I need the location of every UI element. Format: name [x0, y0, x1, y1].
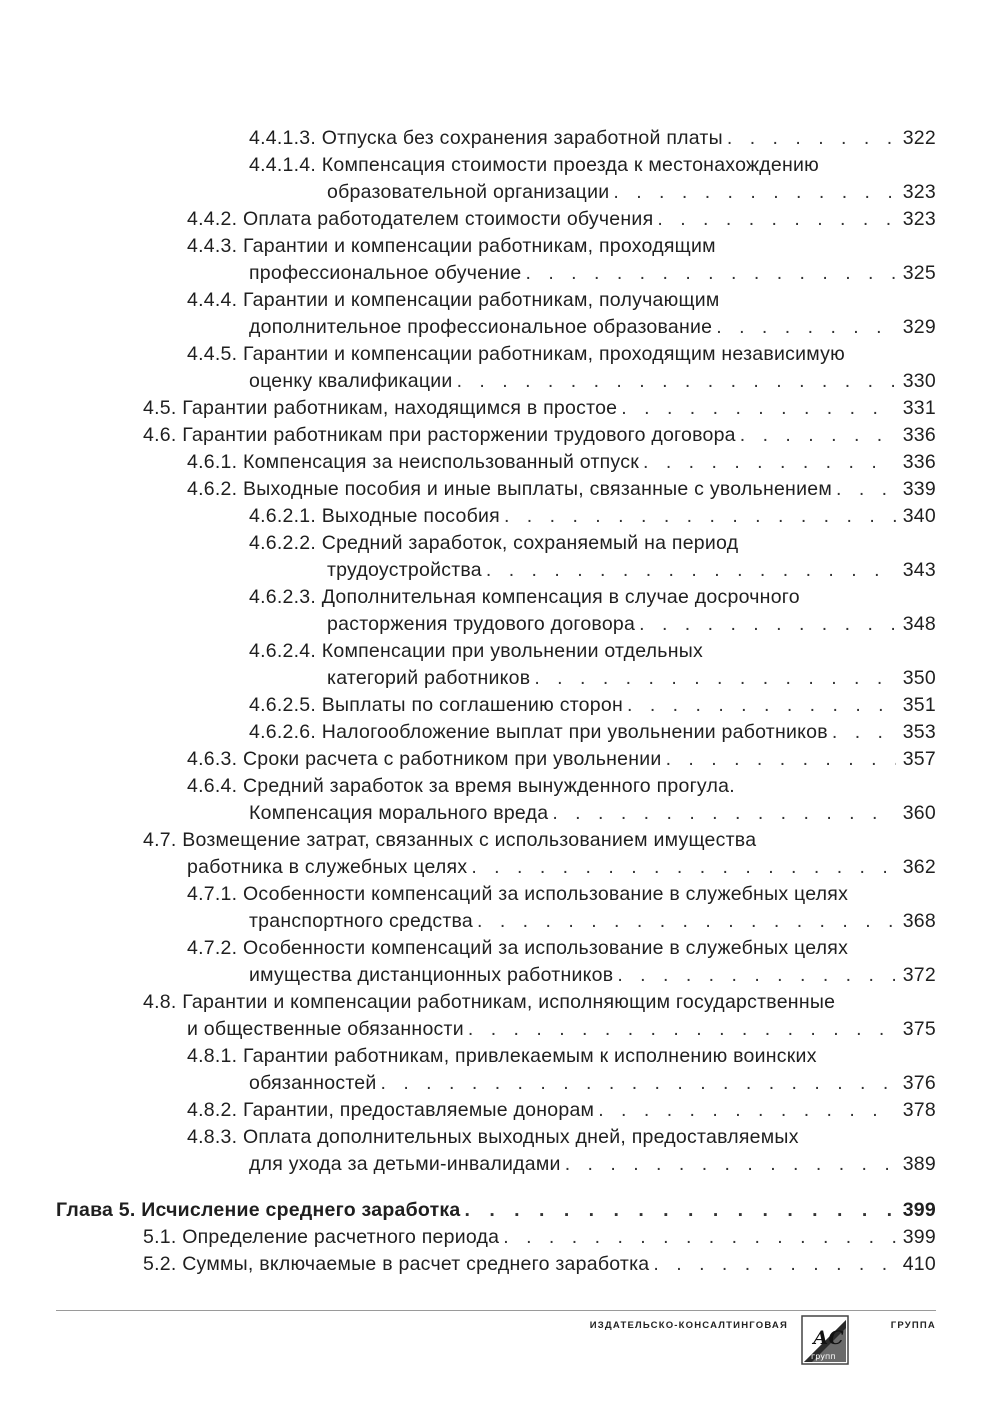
- toc-entry: [0, 476, 1000, 503]
- toc-number: 5.2.: [143, 1253, 177, 1275]
- toc-line: [327, 179, 936, 206]
- toc-line: [327, 557, 936, 584]
- toc-line: [187, 476, 936, 503]
- toc-line: [187, 1016, 936, 1043]
- toc-line: [187, 341, 845, 368]
- toc-text: [187, 449, 639, 476]
- toc-title: Компенсация за неиспользованный отпуск: [242, 451, 639, 473]
- toc-entry: [0, 1124, 1000, 1178]
- toc-text: [187, 775, 735, 797]
- publisher-name-left: ИЗДАТЕЛЬСКО-КОНСАЛТИНГОВАЯ: [589, 1320, 788, 1331]
- toc-text: [187, 746, 662, 773]
- logo-letters: АС: [813, 1327, 844, 1349]
- toc-number: 4.6.2.1.: [249, 505, 317, 527]
- toc-entry: [0, 827, 1000, 881]
- toc-leader-dots: [598, 1097, 896, 1124]
- toc-text: [249, 503, 500, 530]
- toc-entry: [0, 746, 1000, 773]
- toc-title: Средний заработок за время вынужденного прогула.: [242, 775, 735, 797]
- toc-number: 4.6.2.: [187, 478, 238, 500]
- toc-title: Гарантии, предоставляемые донорам: [242, 1099, 595, 1121]
- toc-title: Компенсация стоимости проезда к местонахождению: [321, 154, 819, 176]
- toc-line: [249, 800, 936, 827]
- toc-page-number: 323: [902, 181, 936, 203]
- toc-leader-dots: [457, 368, 896, 395]
- toc-title: Гарантии и компенсации работникам, проходящим независимую: [242, 343, 846, 365]
- toc-page-number: 350: [902, 667, 936, 689]
- toc-leader-dots: [832, 719, 896, 746]
- toc-line: [56, 1197, 936, 1224]
- publisher-logo-icon: [800, 1314, 850, 1366]
- toc-line: [143, 1251, 936, 1278]
- toc-text: [249, 719, 828, 746]
- toc-title: Гарантии работникам, находящимся в простое: [182, 397, 618, 419]
- toc-title: Сроки расчета с работником при увольнении: [242, 748, 662, 770]
- toc-number: 4.4.1.4.: [249, 154, 317, 176]
- toc-text: [143, 422, 736, 449]
- toc-text: [249, 908, 473, 935]
- toc-title: Суммы, включаемые в расчет среднего заработка: [182, 1253, 650, 1275]
- toc-page-number: 368: [902, 910, 936, 932]
- toc-title: Выходные пособия и иные выплаты, связанные с увольнением: [242, 478, 832, 500]
- toc-number: 4.4.3.: [187, 235, 238, 257]
- toc-page-number: 372: [902, 964, 936, 986]
- toc-line: [249, 314, 936, 341]
- logo-sub: групп: [811, 1352, 836, 1361]
- toc-title: обязанностей: [249, 1072, 377, 1094]
- toc-entry: [0, 422, 1000, 449]
- toc-page-number: 389: [902, 1153, 936, 1175]
- toc-line: [143, 422, 936, 449]
- toc-entry: [0, 341, 1000, 395]
- toc-text: [327, 179, 609, 206]
- toc-text: [249, 962, 613, 989]
- toc-line: [249, 1070, 936, 1097]
- toc-entry: [0, 233, 1000, 287]
- toc-line: [143, 827, 756, 854]
- toc-line: [187, 881, 848, 908]
- toc-text: [187, 1045, 817, 1067]
- toc-number: 4.6.2.3.: [249, 586, 317, 608]
- toc-line: [327, 665, 936, 692]
- toc-entry: [0, 206, 1000, 233]
- toc-title: профессиональное обучение: [249, 262, 522, 284]
- toc-page-number: 410: [902, 1253, 936, 1275]
- toc-title: Отпуска без сохранения заработной платы: [321, 127, 723, 149]
- toc-leader-dots: [503, 1224, 896, 1251]
- toc-title: оценку квалификации: [249, 370, 453, 392]
- toc-text: [143, 1251, 649, 1278]
- toc-leader-dots: [740, 422, 896, 449]
- toc-page-number: 322: [902, 127, 936, 149]
- toc-entry: [0, 395, 1000, 422]
- toc-title: работника в служебных целях: [187, 856, 468, 878]
- toc-text: [143, 1224, 499, 1251]
- toc-entry: [0, 1224, 1000, 1251]
- toc-number: 4.7.2.: [187, 937, 238, 959]
- toc-leader-dots: [666, 746, 896, 773]
- toc-title: Гарантии работникам при расторжении трудового договора: [182, 424, 736, 446]
- toc-line: [187, 1097, 936, 1124]
- toc-line: [187, 1124, 799, 1151]
- toc-leader-dots: [552, 800, 896, 827]
- toc-line: [249, 152, 819, 179]
- toc-page-number: 330: [902, 370, 936, 392]
- toc-title: Особенности компенсаций за использование в служебных целях: [242, 883, 849, 905]
- toc-page-number: 325: [902, 262, 936, 284]
- toc-number: 4.5.: [143, 397, 177, 419]
- toc-title: Налогообложение выплат при увольнении работников: [321, 721, 828, 743]
- toc-title: Оплата дополнительных выходных дней, предоставляемых: [242, 1126, 799, 1148]
- toc-line: [249, 638, 703, 665]
- toc-text: [249, 692, 623, 719]
- toc-text: [249, 154, 819, 176]
- toc-leader-dots: [381, 1070, 896, 1097]
- toc-text: [187, 1016, 464, 1043]
- toc-title: Гарантии работникам, привлекаемым к исполнению воинских: [242, 1045, 817, 1067]
- toc-title: Компенсация морального вреда: [249, 802, 549, 824]
- toc-line: [249, 962, 936, 989]
- toc-title: Оплата работодателем стоимости обучения: [242, 208, 654, 230]
- toc-title: Возмещение затрат, связанных с использованием имущества: [182, 829, 757, 851]
- toc-text: [327, 557, 482, 584]
- toc-number: 4.6.2.4.: [249, 640, 317, 662]
- toc-entry: [0, 530, 1000, 584]
- toc-entry: [0, 1097, 1000, 1124]
- toc-text: [187, 937, 848, 959]
- toc-number: 4.7.1.: [187, 883, 238, 905]
- toc-title: Выплаты по соглашению сторон: [321, 694, 623, 716]
- toc-page-number: 340: [902, 505, 936, 527]
- toc-leader-dots: [471, 854, 896, 881]
- footer-divider: [56, 1310, 936, 1311]
- toc-line: [249, 125, 936, 152]
- toc-text: [187, 476, 832, 503]
- toc-entry: [0, 125, 1000, 152]
- toc-title: для ухода за детьми-инвалидами: [249, 1153, 561, 1175]
- toc-line: [249, 584, 800, 611]
- toc-line: [187, 746, 936, 773]
- toc-title: Выходные пособия: [321, 505, 500, 527]
- toc-text: [187, 1126, 799, 1148]
- toc-number: 4.6.3.: [187, 748, 238, 770]
- toc-leader-dots: [477, 908, 896, 935]
- toc-entry: [0, 719, 1000, 746]
- toc-page-number: 323: [902, 208, 936, 230]
- toc-title: Гарантии и компенсации работникам, получающим: [242, 289, 720, 311]
- toc-number: 4.8.3.: [187, 1126, 238, 1148]
- toc-entry: [0, 1251, 1000, 1278]
- toc-page-number: 343: [902, 559, 936, 581]
- toc-page-number: 336: [902, 451, 936, 473]
- toc-entry: [0, 935, 1000, 989]
- toc-line: [143, 1224, 936, 1251]
- toc-title: расторжения трудового договора: [327, 613, 636, 635]
- toc-text: [249, 586, 800, 608]
- toc-title: категорий работников: [327, 667, 531, 689]
- toc-number: Глава 5.: [56, 1199, 136, 1221]
- toc-line: [249, 260, 936, 287]
- toc-line: [327, 611, 936, 638]
- toc-leader-dots: [836, 476, 896, 503]
- toc-leader-dots: [727, 125, 896, 152]
- toc-title: Особенности компенсаций за использование в служебных целях: [242, 937, 849, 959]
- toc-text: [249, 640, 703, 662]
- toc-text: [249, 260, 522, 287]
- toc-number: 4.6.2.2.: [249, 532, 317, 554]
- toc-entry: [0, 449, 1000, 476]
- toc-page-number: 348: [902, 613, 936, 635]
- toc-number: 4.6.: [143, 424, 177, 446]
- toc-text: [187, 343, 845, 365]
- toc-title: Средний заработок, сохраняемый на период: [321, 532, 739, 554]
- toc-page-number: 339: [902, 478, 936, 500]
- toc-leader-dots: [617, 962, 896, 989]
- toc-text: [187, 235, 716, 257]
- toc-entry: [0, 989, 1000, 1043]
- toc-text: [249, 800, 548, 827]
- toc-text: [143, 991, 835, 1013]
- toc-line: [187, 935, 848, 962]
- toc-leader-dots: [639, 611, 896, 638]
- toc-page-number: 336: [902, 424, 936, 446]
- toc-page-number: 399: [902, 1199, 936, 1221]
- toc-leader-dots: [621, 395, 896, 422]
- toc-title: трудоустройства: [327, 559, 482, 581]
- toc-page-number: 353: [902, 721, 936, 743]
- toc-leader-dots: [716, 314, 896, 341]
- toc-entry: [0, 773, 1000, 827]
- toc-page-number: 357: [902, 748, 936, 770]
- toc-leader-dots: [468, 1016, 896, 1043]
- toc-title: дополнительное профессиональное образование: [249, 316, 713, 338]
- toc-title: и общественные обязанности: [187, 1018, 464, 1040]
- toc-entry: [0, 881, 1000, 935]
- toc-title: Гарантии и компенсации работникам, проходящим: [242, 235, 716, 257]
- toc-number: 4.7.: [143, 829, 177, 851]
- toc-leader-dots: [504, 503, 896, 530]
- toc-entry: [0, 287, 1000, 341]
- toc-text: [249, 368, 453, 395]
- toc-number: 4.4.4.: [187, 289, 238, 311]
- toc-text: [56, 1197, 460, 1224]
- toc-leader-dots: [653, 1251, 896, 1278]
- toc-text: [249, 532, 738, 554]
- toc-text: [249, 1151, 561, 1178]
- toc-leader-dots: [486, 557, 896, 584]
- toc-chapter: [0, 1197, 1000, 1224]
- toc-page-number: 329: [902, 316, 936, 338]
- toc-line: [143, 989, 835, 1016]
- toc-number: 4.4.1.3.: [249, 127, 317, 149]
- toc-page-number: 378: [902, 1099, 936, 1121]
- toc-leader-dots: [613, 179, 896, 206]
- toc-number: 4.6.2.5.: [249, 694, 317, 716]
- toc-text: [249, 1070, 377, 1097]
- toc-text: [187, 289, 720, 311]
- toc-text: [249, 125, 723, 152]
- toc-text: [327, 611, 635, 638]
- toc-text: [187, 883, 848, 905]
- toc-number: 4.6.2.6.: [249, 721, 317, 743]
- toc-entry: [0, 584, 1000, 638]
- toc-number: 4.6.4.: [187, 775, 238, 797]
- toc-page-number: 375: [902, 1018, 936, 1040]
- toc-leader-dots: [526, 260, 897, 287]
- toc-line: [249, 1151, 936, 1178]
- toc-line: [187, 1043, 817, 1070]
- toc-entry: [0, 692, 1000, 719]
- toc-entry: [0, 503, 1000, 530]
- toc-text: [143, 829, 756, 851]
- toc-page-number: 399: [902, 1226, 936, 1248]
- toc-line: [249, 692, 936, 719]
- toc-text: [327, 665, 530, 692]
- toc-text: [187, 1097, 594, 1124]
- toc-line: [187, 233, 716, 260]
- toc-line: [187, 773, 735, 800]
- toc-text: [249, 314, 712, 341]
- toc-page-number: 360: [902, 802, 936, 824]
- toc-entry: [0, 638, 1000, 692]
- toc-page-number: 351: [902, 694, 936, 716]
- toc-title: Определение расчетного периода: [182, 1226, 500, 1248]
- toc-line: [249, 719, 936, 746]
- toc-title: Гарантии и компенсации работникам, исполняющим государственные: [182, 991, 836, 1013]
- publisher-name-right: ГРУППА: [890, 1320, 936, 1331]
- toc-line: [143, 395, 936, 422]
- toc-title: образовательной организации: [327, 181, 610, 203]
- toc-line: [187, 287, 720, 314]
- toc-line: [249, 368, 936, 395]
- toc-text: [187, 854, 467, 881]
- toc-number: 4.4.2.: [187, 208, 238, 230]
- toc-line: [187, 449, 936, 476]
- toc-line: [249, 503, 936, 530]
- toc-number: 4.8.1.: [187, 1045, 238, 1067]
- toc-entry: [0, 1043, 1000, 1097]
- toc-title: транспортного средства: [249, 910, 474, 932]
- toc-title: имущества дистанционных работников: [249, 964, 614, 986]
- toc-page-number: 376: [902, 1072, 936, 1094]
- toc-leader-dots: [657, 206, 896, 233]
- toc-line: [187, 854, 936, 881]
- toc-line: [249, 908, 936, 935]
- toc-leader-dots: [464, 1197, 896, 1224]
- toc-leader-dots: [534, 665, 896, 692]
- toc-page-number: 331: [902, 397, 936, 419]
- toc-text: [143, 395, 617, 422]
- toc-title: Компенсации при увольнении отдельных: [321, 640, 703, 662]
- toc-entry: [0, 152, 1000, 206]
- toc-line: [187, 206, 936, 233]
- toc-page-number: 362: [902, 856, 936, 878]
- toc-title: Исчисление среднего заработка: [141, 1199, 461, 1221]
- page-footer: [56, 1310, 936, 1370]
- toc-number: 4.8.2.: [187, 1099, 238, 1121]
- toc-leader-dots: [565, 1151, 896, 1178]
- toc-leader-dots: [643, 449, 896, 476]
- toc-number: 5.1.: [143, 1226, 177, 1248]
- toc-title: Дополнительная компенсация в случае досрочного: [321, 586, 800, 608]
- toc-text: [187, 206, 653, 233]
- toc-number: 4.6.1.: [187, 451, 238, 473]
- toc-line: [249, 530, 738, 557]
- toc-leader-dots: [627, 692, 896, 719]
- toc-number: 4.8.: [143, 991, 177, 1013]
- toc-number: 4.4.5.: [187, 343, 238, 365]
